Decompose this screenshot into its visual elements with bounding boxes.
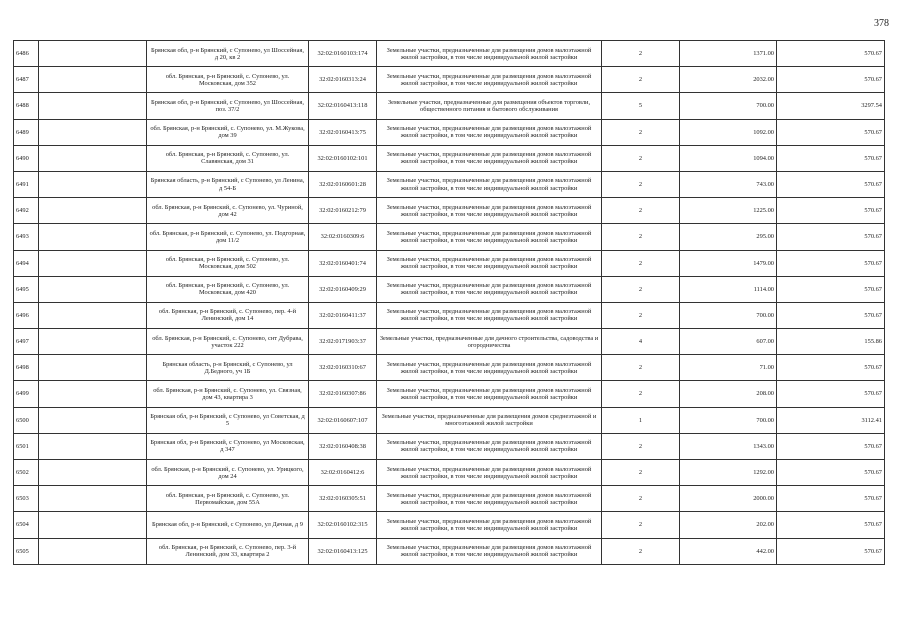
specific-value-cell: 570.67 [777, 41, 885, 67]
specific-value-cell: 570.67 [777, 145, 885, 171]
table-row [14, 302, 885, 328]
address-cell: обл. Брянская, р-н Брянский, с. Супонево, ул. Урицкого, дом 24 [147, 460, 309, 486]
address-cell: обл. Брянская, р-н Брянский, с. Супонево, ул. Связная, дом 43, квартира 3 [147, 381, 309, 407]
area-cell: 2032.00 [680, 67, 777, 93]
address-cell: обл. Брянская, р-н Брянский, с. Супонево, пер. 3-й Ленинский, дом 33, квартира 2 [147, 538, 309, 564]
blank-cell [39, 198, 147, 224]
cadastral-value-table [13, 40, 885, 565]
address-cell: Брянская обл, р-н Брянский, с Супонево, ул Дачная, д 9 [147, 512, 309, 538]
table-row [14, 329, 885, 355]
table-row [14, 171, 885, 197]
area-cell: 1343.00 [680, 433, 777, 459]
land-use-cell: Земельные участки, предназначенные для размещения домов малоэтажной жилой застройки, в том числе индивидуальной жилой застройки [377, 224, 602, 250]
address-cell: обл. Брянская, р-н Брянский, с. Супонево, пер. 4-й Ленинский, дом 14 [147, 302, 309, 328]
blank-cell [39, 41, 147, 67]
cadastral-number-cell: 32:02:0160103:174 [309, 41, 377, 67]
blank-cell [39, 355, 147, 381]
area-cell: 208.00 [680, 381, 777, 407]
blank-cell [39, 329, 147, 355]
row-number: 6502 [14, 460, 39, 486]
row-number: 6492 [14, 198, 39, 224]
address-cell: обл. Брянская, р-н Брянский, с. Супонево, ул. Московская, дом 502 [147, 250, 309, 276]
address-cell: Брянская область, р-н Брянский, с Супонево, ул Ленина, д 54-Б [147, 171, 309, 197]
specific-value-cell: 3297.54 [777, 93, 885, 119]
blank-cell [39, 119, 147, 145]
group-cell: 2 [602, 276, 680, 302]
land-use-cell: Земельные участки, предназначенные для размещения домов малоэтажной жилой застройки, в том числе индивидуальной жилой застройки [377, 41, 602, 67]
cadastral-number-cell: 32:02:0160305:51 [309, 486, 377, 512]
row-number: 6498 [14, 355, 39, 381]
specific-value-cell: 3112.41 [777, 407, 885, 433]
specific-value-cell: 570.67 [777, 355, 885, 381]
group-cell: 2 [602, 460, 680, 486]
row-number: 6493 [14, 224, 39, 250]
cadastral-number-cell: 32:02:0160313:24 [309, 67, 377, 93]
area-cell: 2000.00 [680, 486, 777, 512]
address-cell: обл. Брянская, р-н Брянский, с. Супонево, снт Дубрава, участок 222 [147, 329, 309, 355]
land-use-cell: Земельные участки, предназначенные для размещения домов малоэтажной жилой застройки, в том числе индивидуальной жилой застройки [377, 145, 602, 171]
address-cell: Брянская область, р-н Брянский, с Супонево, ул Д.Бедного, уч 1Б [147, 355, 309, 381]
specific-value-cell: 570.67 [777, 381, 885, 407]
page-number: 378 [874, 18, 889, 29]
blank-cell [39, 486, 147, 512]
area-cell: 295.00 [680, 224, 777, 250]
group-cell: 2 [602, 355, 680, 381]
address-cell: Брянская обл, р-н Брянский, с Супонево, ул Шоссейная, д 20, кв 2 [147, 41, 309, 67]
row-number: 6488 [14, 93, 39, 119]
blank-cell [39, 250, 147, 276]
blank-cell [39, 276, 147, 302]
cadastral-number-cell: 32:02:0160409:29 [309, 276, 377, 302]
blank-cell [39, 381, 147, 407]
specific-value-cell: 570.67 [777, 171, 885, 197]
group-cell: 2 [602, 145, 680, 171]
area-cell: 442.00 [680, 538, 777, 564]
land-use-cell: Земельные участки, предназначенные для размещения домов малоэтажной жилой застройки, в том числе индивидуальной жилой застройки [377, 538, 602, 564]
group-cell: 2 [602, 538, 680, 564]
group-cell: 2 [602, 119, 680, 145]
table-row [14, 512, 885, 538]
land-use-cell: Земельные участки, предназначенные для размещения домов малоэтажной жилой застройки, в том числе индивидуальной жилой застройки [377, 486, 602, 512]
specific-value-cell: 155.86 [777, 329, 885, 355]
group-cell: 2 [602, 198, 680, 224]
specific-value-cell: 570.67 [777, 433, 885, 459]
blank-cell [39, 302, 147, 328]
row-number: 6497 [14, 329, 39, 355]
row-number: 6496 [14, 302, 39, 328]
table-row [14, 355, 885, 381]
group-cell: 2 [602, 512, 680, 538]
specific-value-cell: 570.67 [777, 67, 885, 93]
row-number: 6487 [14, 67, 39, 93]
cadastral-number-cell: 32:02:0160401:74 [309, 250, 377, 276]
land-use-cell: Земельные участки, предназначенные для размещения домов малоэтажной жилой застройки, в том числе индивидуальной жилой застройки [377, 460, 602, 486]
cadastral-number-cell: 32:02:0160307:86 [309, 381, 377, 407]
group-cell: 2 [602, 171, 680, 197]
address-cell: обл. Брянская, р-н Брянский, с. Супонево, ул. Московская, дом 420 [147, 276, 309, 302]
land-use-cell: Земельные участки, предназначенные для размещения домов малоэтажной жилой застройки, в том числе индивидуальной жилой застройки [377, 67, 602, 93]
specific-value-cell: 570.67 [777, 224, 885, 250]
area-cell: 700.00 [680, 407, 777, 433]
group-cell: 2 [602, 250, 680, 276]
address-cell: обл. Брянская, р-н Брянский, с. Супонево, ул. Подгорная, дом 11/2 [147, 224, 309, 250]
group-cell: 4 [602, 329, 680, 355]
specific-value-cell: 570.67 [777, 302, 885, 328]
area-cell: 1371.00 [680, 41, 777, 67]
table-row [14, 93, 885, 119]
address-cell: Брянская обл, р-н Брянский, с Супонево, ул Шоссейная, поз. 37/2 [147, 93, 309, 119]
row-number: 6494 [14, 250, 39, 276]
land-use-cell: Земельные участки, предназначенные для размещения домов малоэтажной жилой застройки, в том числе индивидуальной жилой застройки [377, 250, 602, 276]
cadastral-number-cell: 32:02:0160309:6 [309, 224, 377, 250]
address-cell: обл. Брянская, р-н Брянский, с. Супонево, ул. М.Жукова, дом 39 [147, 119, 309, 145]
land-use-cell: Земельные участки, предназначенные для размещения домов малоэтажной жилой застройки, в том числе индивидуальной жилой застройки [377, 198, 602, 224]
blank-cell [39, 67, 147, 93]
table-row [14, 538, 885, 564]
address-cell: обл. Брянская, р-н Брянский, с. Супонево, ул. Чуриной, дом 42 [147, 198, 309, 224]
address-cell: обл. Брянская, р-н Брянский, с. Супонево, ул. Славянская, дом 31 [147, 145, 309, 171]
cadastral-number-cell: 32:02:0160102:101 [309, 145, 377, 171]
area-cell: 607.00 [680, 329, 777, 355]
area-cell: 1479.00 [680, 250, 777, 276]
land-use-cell: Земельные участки, предназначенные для размещения домов малоэтажной жилой застройки, в том числе индивидуальной жилой застройки [377, 119, 602, 145]
group-cell: 2 [602, 41, 680, 67]
table-row [14, 381, 885, 407]
cadastral-number-cell: 32:02:0160102:315 [309, 512, 377, 538]
table-row [14, 460, 885, 486]
row-number: 6504 [14, 512, 39, 538]
land-use-cell: Земельные участки, предназначенные для размещения объектов торговли, общественного питания и бытового обслуживания [377, 93, 602, 119]
land-use-cell: Земельные участки, предназначенные для размещения домов малоэтажной жилой застройки, в том числе индивидуальной жилой застройки [377, 433, 602, 459]
cadastral-number-cell: 32:02:0160413:125 [309, 538, 377, 564]
blank-cell [39, 93, 147, 119]
cadastral-number-cell: 32:02:0160212:79 [309, 198, 377, 224]
row-number: 6489 [14, 119, 39, 145]
land-use-cell: Земельные участки, предназначенные для размещения домов малоэтажной жилой застройки, в том числе индивидуальной жилой застройки [377, 512, 602, 538]
area-cell: 1094.00 [680, 145, 777, 171]
blank-cell [39, 171, 147, 197]
blank-cell [39, 538, 147, 564]
cadastral-number-cell: 32:02:0160411:37 [309, 302, 377, 328]
cadastral-number-cell: 32:02:0160310:67 [309, 355, 377, 381]
cadastral-number-cell: 32:02:0160607:107 [309, 407, 377, 433]
specific-value-cell: 570.67 [777, 538, 885, 564]
row-number: 6505 [14, 538, 39, 564]
specific-value-cell: 570.67 [777, 276, 885, 302]
address-cell: обл. Брянская, р-н Брянский, с. Супонево, ул. Первомайская, дом 55А [147, 486, 309, 512]
land-use-cell: Земельные участки, предназначенные для размещения домов малоэтажной жилой застройки, в том числе индивидуальной жилой застройки [377, 355, 602, 381]
land-use-cell: Земельные участки, предназначенные для размещения домов малоэтажной жилой застройки, в том числе индивидуальной жилой застройки [377, 302, 602, 328]
table-row [14, 198, 885, 224]
area-cell: 700.00 [680, 302, 777, 328]
row-number: 6501 [14, 433, 39, 459]
row-number: 6486 [14, 41, 39, 67]
area-cell: 1292.00 [680, 460, 777, 486]
row-number: 6499 [14, 381, 39, 407]
area-cell: 202.00 [680, 512, 777, 538]
table-row [14, 486, 885, 512]
group-cell: 2 [602, 381, 680, 407]
address-cell: Брянская обл, р-н Брянский, с Супонево, ул Советская, д 5 [147, 407, 309, 433]
land-use-cell: Земельные участки, предназначенные для дачного строительства, садоводства и огородничества [377, 329, 602, 355]
blank-cell [39, 433, 147, 459]
land-use-cell: Земельные участки, предназначенные для размещения домов малоэтажной жилой застройки, в том числе индивидуальной жилой застройки [377, 381, 602, 407]
area-cell: 1092.00 [680, 119, 777, 145]
table-row [14, 433, 885, 459]
table-row [14, 276, 885, 302]
table-row [14, 407, 885, 433]
specific-value-cell: 570.67 [777, 486, 885, 512]
specific-value-cell: 570.67 [777, 512, 885, 538]
table-row [14, 250, 885, 276]
specific-value-cell: 570.67 [777, 250, 885, 276]
area-cell: 71.00 [680, 355, 777, 381]
table-row [14, 119, 885, 145]
blank-cell [39, 145, 147, 171]
cadastral-number-cell: 32:02:0160412:6 [309, 460, 377, 486]
area-cell: 743.00 [680, 171, 777, 197]
cadastral-number-cell: 32:02:0160601:28 [309, 171, 377, 197]
group-cell: 2 [602, 67, 680, 93]
group-cell: 2 [602, 486, 680, 512]
specific-value-cell: 570.67 [777, 460, 885, 486]
row-number: 6503 [14, 486, 39, 512]
table-row [14, 145, 885, 171]
row-number: 6491 [14, 171, 39, 197]
blank-cell [39, 407, 147, 433]
table-row [14, 67, 885, 93]
specific-value-cell: 570.67 [777, 119, 885, 145]
cadastral-number-cell: 32:02:0171903:37 [309, 329, 377, 355]
land-use-cell: Земельные участки, предназначенные для размещения домов малоэтажной жилой застройки, в том числе индивидуальной жилой застройки [377, 276, 602, 302]
cadastral-number-cell: 32:02:0160413:75 [309, 119, 377, 145]
group-cell: 2 [602, 433, 680, 459]
table-row [14, 41, 885, 67]
blank-cell [39, 224, 147, 250]
land-use-cell: Земельные участки, предназначенные для размещения домов малоэтажной жилой застройки, в том числе индивидуальной жилой застройки [377, 171, 602, 197]
specific-value-cell: 570.67 [777, 198, 885, 224]
cadastral-number-cell: 32:02:0160408:38 [309, 433, 377, 459]
row-number: 6495 [14, 276, 39, 302]
blank-cell [39, 512, 147, 538]
area-cell: 1225.00 [680, 198, 777, 224]
table-body [14, 41, 885, 565]
land-use-cell: Земельные участки, предназначенные для размещения домов среднеэтажной и многоэтажной жилой застройки [377, 407, 602, 433]
address-cell: Брянская обл, р-н Брянский, с Супонево, ул Московская, д 347 [147, 433, 309, 459]
table-row [14, 224, 885, 250]
group-cell: 1 [602, 407, 680, 433]
group-cell: 2 [602, 224, 680, 250]
address-cell: обл. Брянская, р-н Брянский, с. Супонево, ул. Московская, дом 352 [147, 67, 309, 93]
area-cell: 700.00 [680, 93, 777, 119]
group-cell: 2 [602, 302, 680, 328]
row-number: 6490 [14, 145, 39, 171]
blank-cell [39, 460, 147, 486]
cadastral-number-cell: 32:02:0160413:118 [309, 93, 377, 119]
group-cell: 5 [602, 93, 680, 119]
area-cell: 1114.00 [680, 276, 777, 302]
row-number: 6500 [14, 407, 39, 433]
